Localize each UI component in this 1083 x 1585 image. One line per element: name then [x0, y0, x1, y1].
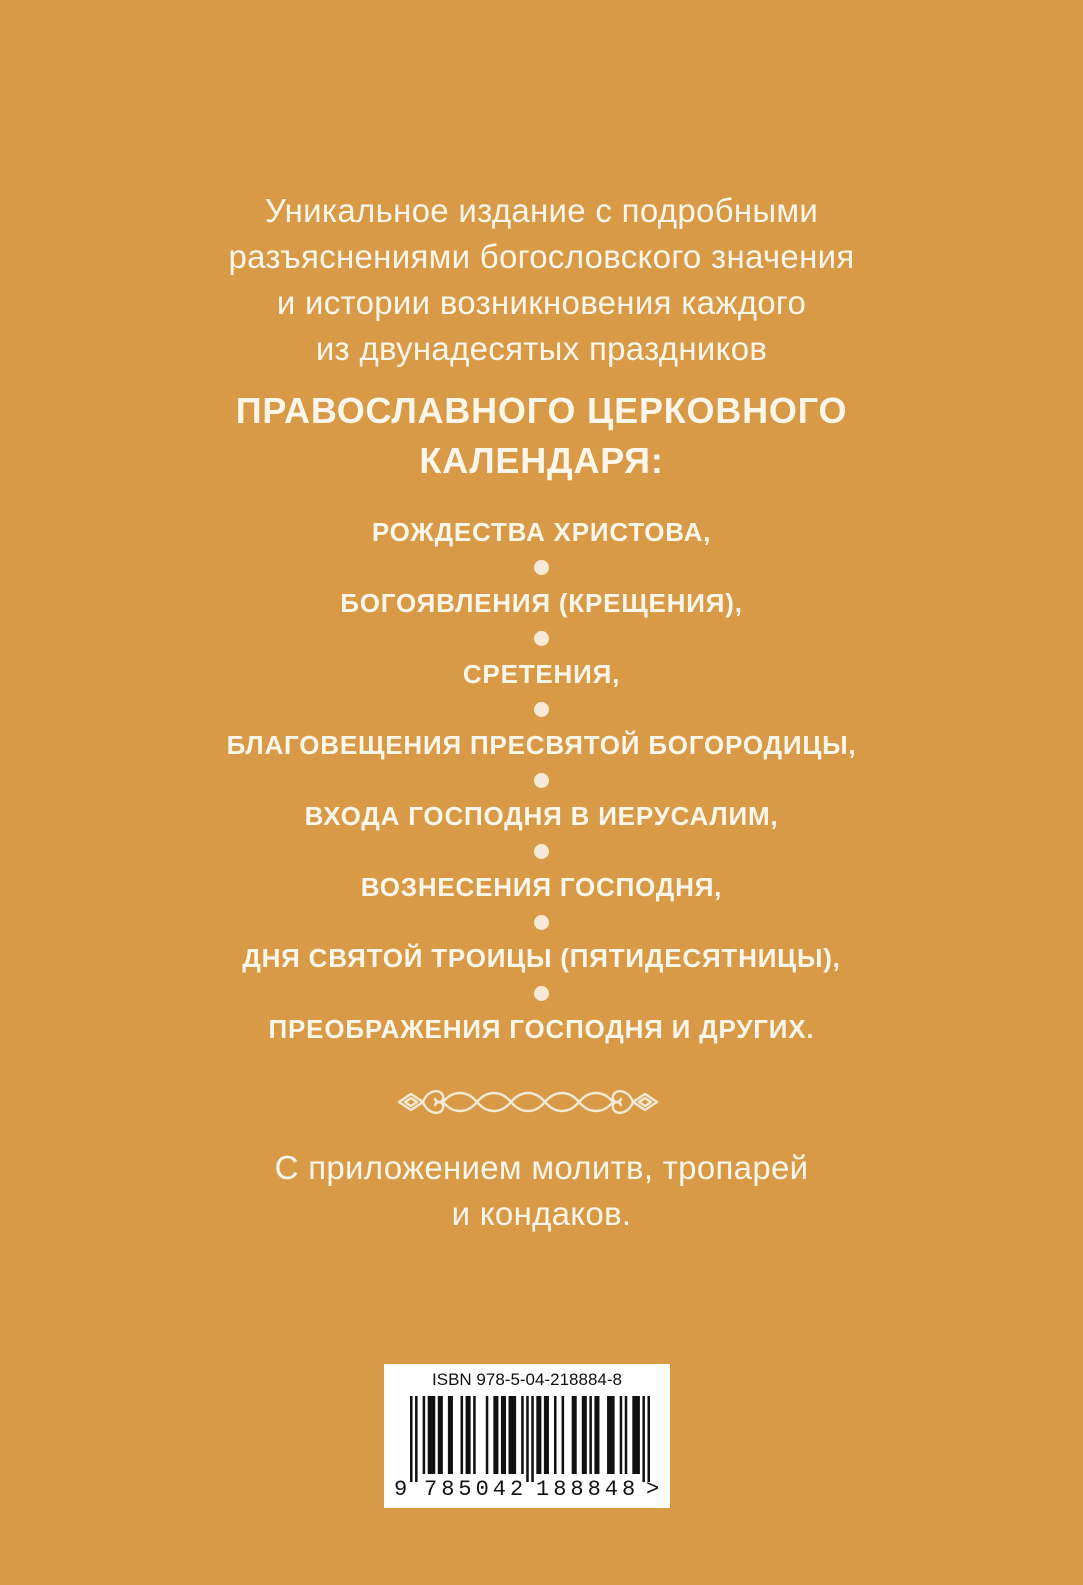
bullet-dot-icon: [0, 905, 1083, 940]
intro-line: и истории возникновения каждого: [276, 284, 807, 321]
feast-item: ДНЯ СВЯТОЙ ТРОИЦЫ (ПЯТИДЕСЯТНИЦЫ),: [242, 943, 841, 973]
feast-list: [0, 514, 1083, 1047]
barcode-bar: [448, 1396, 453, 1474]
barcode-bar: [544, 1396, 549, 1474]
barcode-bar: [572, 1396, 577, 1474]
barcode-bar: [461, 1396, 464, 1474]
appendix-line: и кондаков.: [451, 1195, 632, 1232]
bullet-dot-icon: [0, 834, 1083, 869]
barcode-bar: [632, 1396, 640, 1474]
bullet-dot-icon: [0, 763, 1083, 798]
feast-item: ВХОДА ГОСПОДНЯ В ИЕРУСАЛИМ,: [304, 801, 779, 831]
intro-line: разъяснениями богословского значения: [228, 238, 855, 275]
feast-item: РОЖДЕСТВА ХРИСТОВА,: [371, 517, 712, 547]
appendix-text: [0, 1145, 1083, 1237]
bullet-dot-icon: [0, 692, 1083, 727]
bullet-dot-icon: [0, 621, 1083, 656]
barcode-bar: [521, 1396, 524, 1474]
barcode-bar: [625, 1396, 628, 1474]
barcode-bar: [607, 1396, 615, 1474]
barcode-bar: [509, 1396, 517, 1474]
barcode-quiet-mark: >: [646, 1477, 660, 1502]
isbn-label: ISBN 978-5-04-218884-8: [432, 1370, 622, 1389]
barcode-bar: [410, 1396, 413, 1482]
feast-item: СРЕТЕНИЯ,: [462, 659, 621, 689]
barcode-bar: [594, 1396, 599, 1474]
barcode-bar: [642, 1396, 645, 1482]
ornament-divider-icon: [397, 1082, 659, 1122]
feast-item: ВОЗНЕСЕНИЯ ГОСПОДНЯ,: [360, 872, 723, 902]
barcode-bar: [501, 1396, 506, 1474]
barcode-bar: [466, 1396, 471, 1474]
barcode-bar: [554, 1396, 557, 1474]
bullet-dot-icon: [0, 976, 1083, 1011]
barcode-bar: [531, 1396, 534, 1482]
heading-line: КАЛЕНДАРЯ:: [419, 440, 664, 481]
barcode-bar: [415, 1396, 418, 1482]
barcode-lead-digit: 9: [394, 1477, 408, 1502]
barcode-bar: [526, 1396, 529, 1482]
barcode-bar: [428, 1396, 436, 1474]
calendar-heading: [0, 386, 1083, 486]
barcode-bars-icon: [410, 1396, 650, 1482]
barcode-bar: [493, 1396, 498, 1474]
intro-text: [0, 188, 1083, 372]
barcode-bar: [647, 1396, 650, 1482]
barcode-bar: [562, 1396, 565, 1474]
feast-item: БОГОЯВЛЕНИЯ (КРЕЩЕНИЯ),: [340, 588, 743, 618]
barcode-bar: [486, 1396, 489, 1474]
barcode-right-digits: 188848: [536, 1477, 640, 1502]
barcode-bar: [423, 1396, 426, 1474]
intro-line: Уникальное издание с подробными: [264, 192, 819, 229]
feast-item: ПРЕОБРАЖЕНИЯ ГОСПОДНЯ И ДРУГИХ.: [268, 1014, 815, 1044]
feast-item: БЛАГОВЕЩЕНИЯ ПРЕСВЯТОЙ БОГОРОДИЦЫ,: [226, 730, 857, 760]
isbn-barcode: [384, 1364, 670, 1508]
barcode-bar: [438, 1396, 443, 1474]
barcode-bar: [473, 1396, 476, 1474]
intro-line: из двунадесятых праздников: [315, 330, 768, 367]
barcode-bar: [620, 1396, 623, 1474]
heading-line: ПРАВОСЛАВНОГО ЦЕРКОВНОГО: [235, 390, 848, 431]
barcode-left-digits: 785042: [424, 1477, 528, 1502]
barcode-bar: [582, 1396, 587, 1474]
barcode-bar: [536, 1396, 541, 1474]
barcode-bar: [589, 1396, 592, 1474]
appendix-line: С приложением молитв, тропарей: [274, 1149, 809, 1186]
bullet-dot-icon: [0, 550, 1083, 585]
